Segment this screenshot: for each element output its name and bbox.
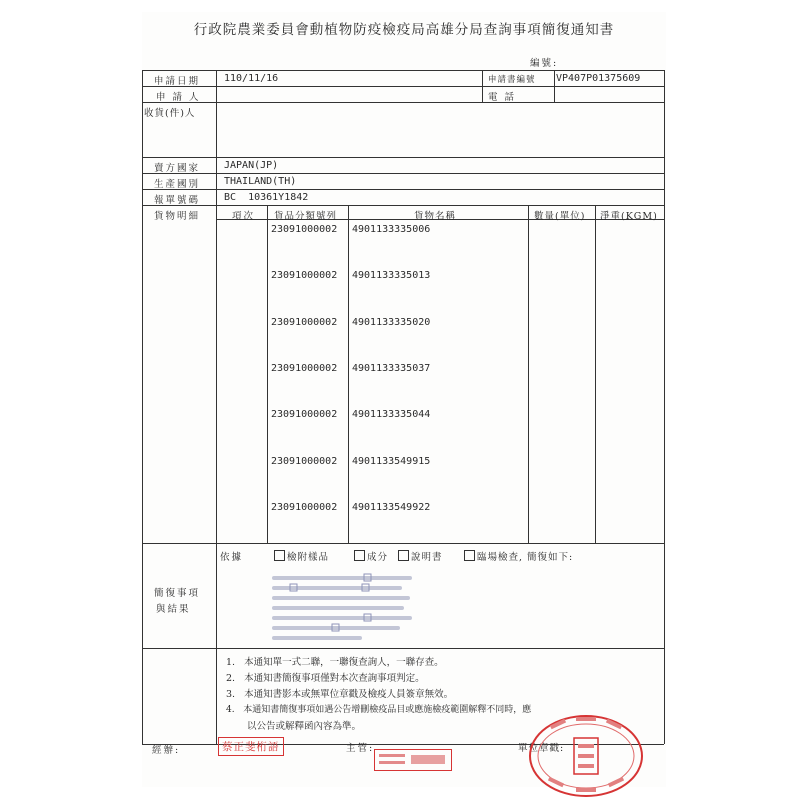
document-title: 行政院農業委員會動植物防疫檢疫局高雄分局查詢事項簡復通知書 <box>193 22 615 38</box>
goods-row-1-name: 4901133335006 <box>352 224 431 235</box>
row-line <box>142 648 664 649</box>
goods-row-3-name: 4901133335020 <box>352 317 431 328</box>
unit-seal-label: 單位章戳: <box>518 743 565 754</box>
frame-left <box>142 70 143 744</box>
goods-section-label: 貨物明細 <box>154 211 201 222</box>
frame-right <box>664 70 665 744</box>
row-line <box>142 157 664 158</box>
unit-seal-graphic <box>526 712 646 798</box>
supervisor-label: 主管: <box>346 743 375 754</box>
row-line <box>142 173 664 174</box>
col-line <box>482 70 483 102</box>
application-no-value: VP407P01375609 <box>556 73 641 84</box>
goods-header-hs-code: 貨品分類號列 <box>274 211 338 222</box>
goods-row-4-name: 4901133335037 <box>352 363 431 374</box>
option-sample: 檢附樣品 <box>274 549 329 563</box>
note-4: 4. 本通知書簡復事項如遇公告增刪檢疫品目或應施檢疫範圍解釋不同時，應 <box>226 705 532 715</box>
goods-header-name: 貨物名稱 <box>414 211 457 222</box>
goods-header-qty: 數量(單位) <box>534 211 586 222</box>
checkbox-manual <box>398 550 409 561</box>
goods-row-5-hs: 23091000002 <box>271 409 338 420</box>
row-line <box>142 86 664 87</box>
application-no-label: 申請書編號 <box>488 75 536 85</box>
col-line <box>348 205 349 543</box>
phone-label: 電 話 <box>488 92 517 103</box>
origin-country-value: THAILAND(TH) <box>224 176 297 187</box>
serial-label: 編號: <box>530 58 559 69</box>
apply-date-label: 申請日期 <box>154 76 201 87</box>
row-line <box>142 189 664 190</box>
goods-row-6-name: 4901133549915 <box>352 456 431 467</box>
goods-header-item: 項次 <box>232 211 256 222</box>
col-line <box>554 70 555 102</box>
faint-stamp-graphic <box>270 572 420 646</box>
basis-label: 依據 <box>220 552 244 563</box>
handler-name-stamp: 蔡正斐桁語 <box>218 737 284 756</box>
note-1: 1. 本通知單一式二聯，一聯復查詢人，一聯存查。 <box>226 657 444 668</box>
checkbox-onsite <box>464 550 475 561</box>
goods-row-1-hs: 23091000002 <box>271 224 338 235</box>
goods-row-7-hs: 23091000002 <box>271 502 338 513</box>
goods-row-3-hs: 23091000002 <box>271 317 338 328</box>
row-line <box>142 205 664 206</box>
note-4-continued: 以公告或解釋函內容為準。 <box>247 721 362 732</box>
supervisor-stamp <box>374 749 452 771</box>
applicant-label: 申 請 人 <box>156 92 201 103</box>
supervisor-stamp-graphic <box>375 750 451 770</box>
goods-row-5-name: 4901133335044 <box>352 409 431 420</box>
goods-row-7-name: 4901133549922 <box>352 502 431 513</box>
apply-date-value: 110/11/16 <box>224 73 279 84</box>
goods-header-weight: 淨重(KGM) <box>600 211 658 222</box>
goods-row-6-hs: 23091000002 <box>271 456 338 467</box>
checkbox-composition <box>354 550 365 561</box>
seller-country-value: JAPAN(JP) <box>224 160 279 171</box>
bill-no-value: BC 10361Y1842 <box>224 192 309 203</box>
consignee-label: 收貨(件)人 <box>144 108 196 119</box>
faint-stamp-block <box>270 572 420 646</box>
frame-top <box>142 70 664 71</box>
option-manual: 說明書 <box>398 549 443 563</box>
reply-section-label-1: 簡復事項 <box>154 588 201 599</box>
goods-row-2-hs: 23091000002 <box>271 270 338 281</box>
unit-seal-stamp <box>526 712 646 802</box>
origin-country-label: 生產國別 <box>154 179 201 190</box>
goods-row-2-name: 4901133335013 <box>352 270 431 281</box>
option-composition: 成分 <box>354 549 388 563</box>
row-line <box>142 543 664 544</box>
col-line <box>267 205 268 543</box>
notice-document <box>142 12 666 787</box>
goods-row-4-hs: 23091000002 <box>271 363 338 374</box>
reply-section-label-2: 與結果 <box>156 604 191 615</box>
label-column-divider <box>216 70 217 744</box>
col-line <box>595 205 596 543</box>
seller-country-label: 賣方國家 <box>154 163 201 174</box>
option-onsite: 臨場檢查, 簡復如下: <box>464 549 573 563</box>
note-3: 3. 本通知書影本或無單位章戳及檢疫人員簽章無效。 <box>226 689 454 700</box>
bill-no-label: 報單號碼 <box>154 195 201 206</box>
row-line <box>142 102 664 103</box>
col-line <box>528 205 529 543</box>
note-2: 2. 本通知書簡復事項僅對本次查詢事項判定。 <box>226 673 425 684</box>
handler-label: 經辦: <box>152 745 181 756</box>
checkbox-sample <box>274 550 285 561</box>
